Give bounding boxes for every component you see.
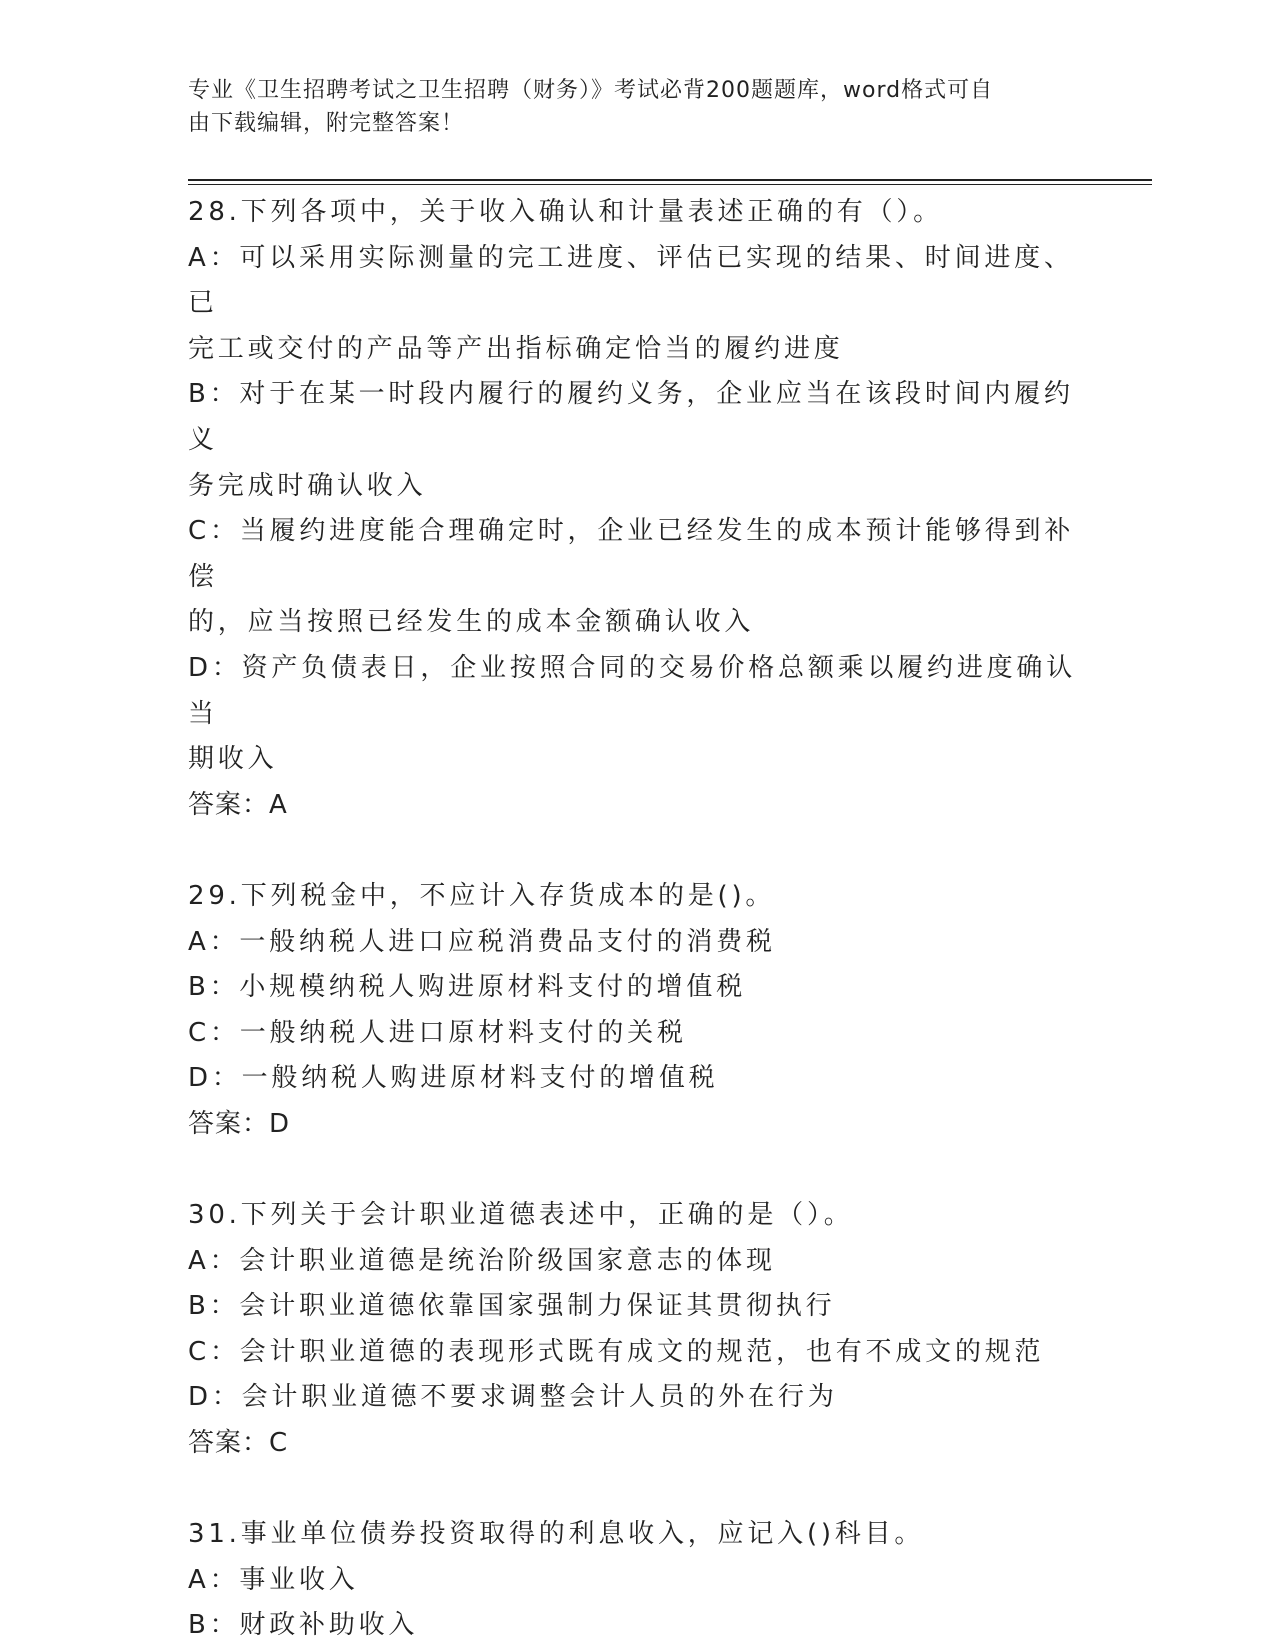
- option-d: D：一般纳税人购进原材料支付的增值税: [188, 1063, 719, 1094]
- option-a: A：可以采用实际测量的完工进度、评估已实现的结果、时间进度、已: [188, 242, 1074, 319]
- option-c: C：会计职业道德的表现形式既有成文的规范，也有不成文的规范: [188, 1336, 1045, 1367]
- option-b-continued: 务完成时确认收入: [188, 470, 427, 501]
- option-b: B：对于在某一时段内履行的履约义务，企业应当在该段时间内履约义: [188, 379, 1074, 455]
- document-header: [188, 74, 1068, 140]
- option-c: C：当履约进度能合理确定时，企业已经发生的成本预计能够得到补偿: [188, 516, 1075, 592]
- option-c-continued: 的，应当按照已经发生的成本金额确认收入: [188, 607, 755, 638]
- question-stem: 28.下列各项中，关于收入确认和计量表述正确的有（）。: [188, 197, 943, 227]
- question-stem: 31.事业单位债券投资取得的利息收入，应记入()科目。: [188, 1519, 925, 1550]
- option-b: B：会计职业道德依靠国家强制力保证其贯彻执行: [188, 1291, 836, 1322]
- option-a: A：事业收入: [188, 1564, 359, 1595]
- header-line-1: 专业《卫生招聘考试之卫生招聘（财务）》考试必背200题题库，word格式可自: [188, 78, 994, 103]
- option-d-continued: 期收入: [188, 744, 278, 775]
- answer: 答案：C: [188, 1428, 289, 1459]
- answer: 答案：D: [188, 1108, 291, 1139]
- header-divider-thin: [188, 184, 1152, 185]
- header-line-2: 由下载编辑，附完整答案！: [188, 111, 465, 136]
- question-31: [188, 1512, 1088, 1649]
- question-30: [188, 1193, 1088, 1467]
- answer: 答案：A: [188, 789, 288, 820]
- option-d: D：资产负债表日，企业按照合同的交易价格总额乘以履约进度确认当: [188, 652, 1077, 729]
- question-list: [188, 190, 1088, 1649]
- question-stem: 29.下列税金中，不应计入存货成本的是()。: [188, 880, 776, 911]
- option-a: A：一般纳税人进口应税消费品支付的消费税: [188, 926, 776, 957]
- question-stem: 30.下列关于会计职业道德表述中，正确的是（）。: [188, 1200, 854, 1231]
- question-28: [188, 190, 1088, 828]
- header-divider-thick: [188, 179, 1152, 181]
- option-c: C：一般纳税人进口原材料支付的关税: [188, 1017, 687, 1048]
- option-d: D：会计职业道德不要求调整会计人员的外在行为: [188, 1382, 838, 1413]
- option-a: A：会计职业道德是统治阶级国家意志的体现: [188, 1245, 776, 1276]
- question-29: [188, 874, 1088, 1148]
- option-b: B：财政补助收入: [188, 1610, 419, 1641]
- option-b: B：小规模纳税人购进原材料支付的增值税: [188, 972, 747, 1003]
- option-a-continued: 完工或交付的产品等产出指标确定恰当的履约进度: [188, 333, 844, 364]
